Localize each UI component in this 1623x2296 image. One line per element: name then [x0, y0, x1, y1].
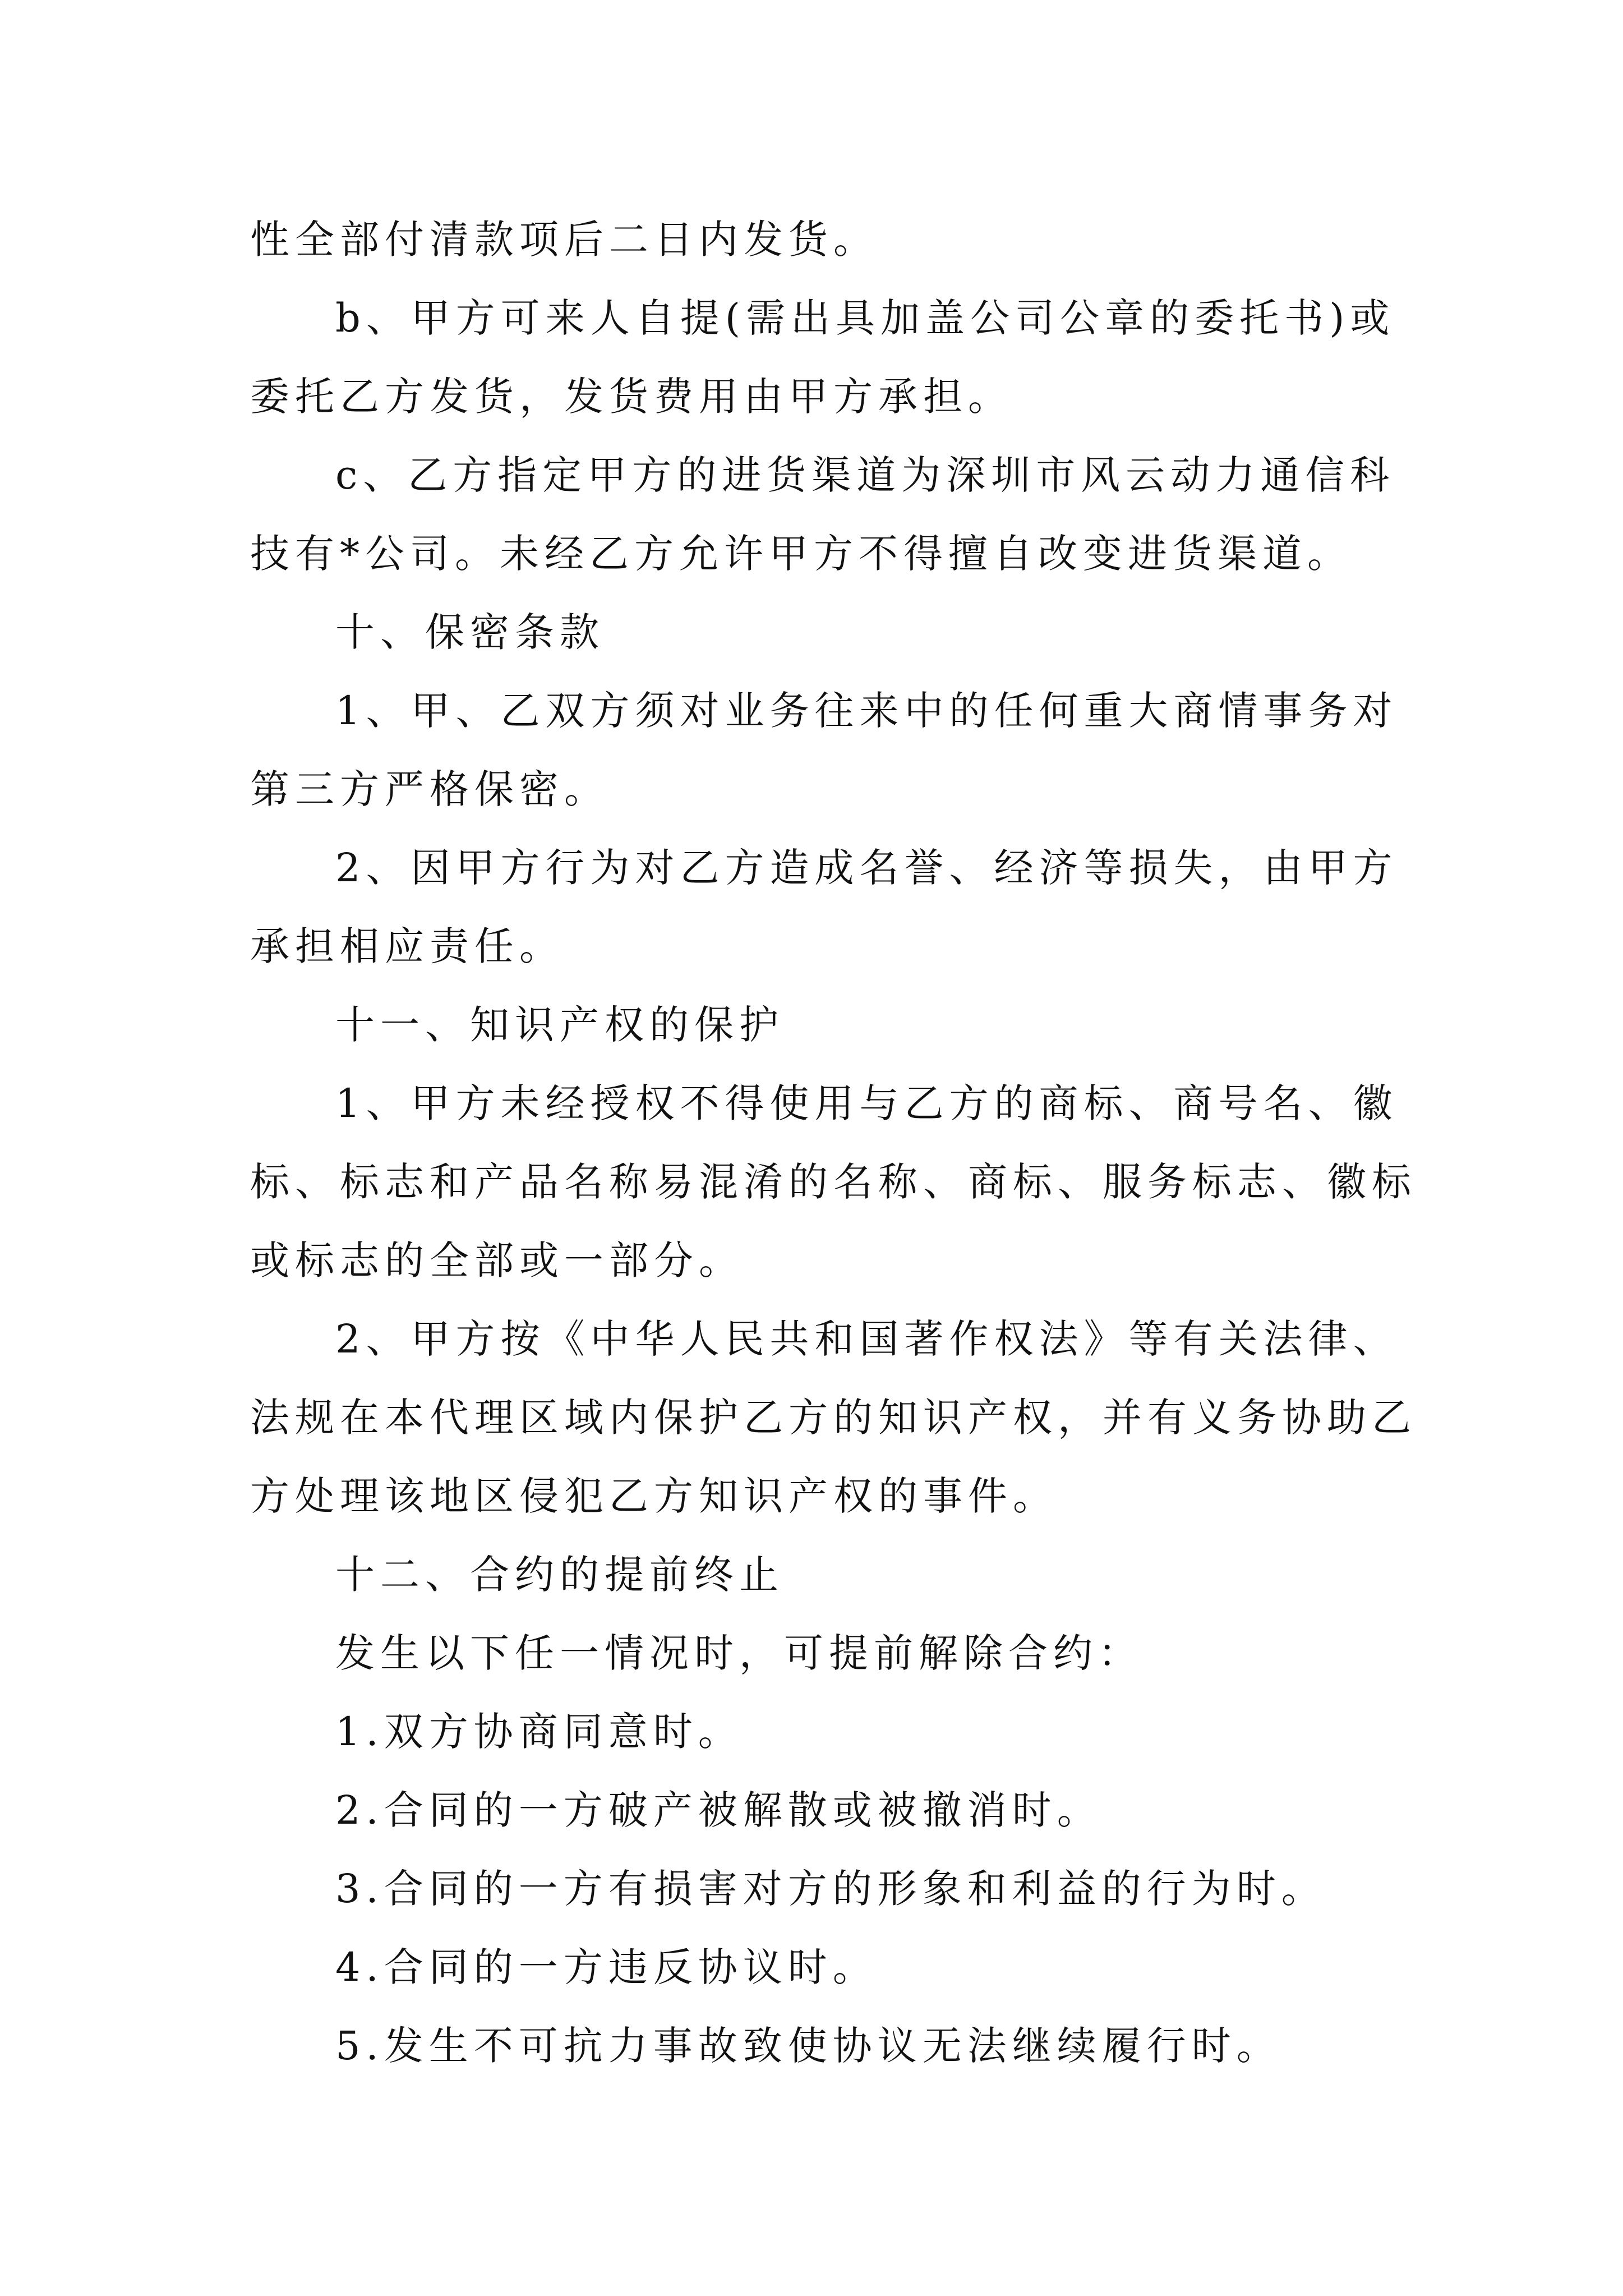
line-3: 委托乙方发货，发货费用由甲方承担。 [250, 374, 1013, 420]
line-16: 法规在本代理区域内保护乙方的知识产权，并有义务协助乙 [250, 1395, 1417, 1441]
line-9: 2、因甲方行为对乙方造成名誉、经济等损失，由甲方 [335, 845, 1398, 891]
list-item-5: 5.发生不可抗力事故致使协议无法继续履行时。 [335, 2023, 1281, 2069]
list-item-4: 4.合同的一方违反协议时。 [335, 1944, 878, 1990]
line-14: 或标志的全部或一部分。 [250, 1237, 744, 1283]
line-13: 标、标志和产品名称易混淆的名称、商标、服务标志、徽标 [250, 1159, 1417, 1205]
line-19: 发生以下任一情况时，可提前解除合约： [335, 1630, 1143, 1676]
section-heading-11: 十一、知识产权的保护 [335, 1002, 784, 1048]
section-heading-10: 十、保密条款 [335, 609, 605, 655]
line-7: 1、甲、乙双方须对业务往来中的任何重大商情事务对 [335, 688, 1398, 734]
list-item-3: 3.合同的一方有损害对方的形象和利益的行为时。 [335, 1866, 1326, 1912]
line-15: 2、甲方按《中华人民共和国著作权法》等有关法律、 [335, 1316, 1398, 1362]
list-item-1: 1.双方协商同意时。 [335, 1709, 743, 1755]
list-item-2: 2.合同的一方破产被解散或被撤消时。 [335, 1787, 1102, 1833]
line-8: 第三方严格保密。 [250, 766, 609, 812]
section-heading-12: 十二、合约的提前终止 [335, 1552, 784, 1598]
line-10: 承担相应责任。 [250, 923, 564, 969]
line-4: c、乙方指定甲方的进货渠道为深圳市风云动力通信科 [335, 452, 1395, 498]
line-2: b、甲方可来人自提(需出具加盖公司公章的委托书)或 [335, 295, 1395, 341]
line-17: 方处理该地区侵犯乙方知识产权的事件。 [250, 1473, 1058, 1519]
line-1: 性全部付清款项后二日内发货。 [250, 217, 878, 263]
line-5: 技有*公司。未经乙方允许甲方不得擅自改变进货渠道。 [250, 531, 1352, 577]
line-12: 1、甲方未经授权不得使用与乙方的商标、商号名、徽 [335, 1080, 1398, 1126]
